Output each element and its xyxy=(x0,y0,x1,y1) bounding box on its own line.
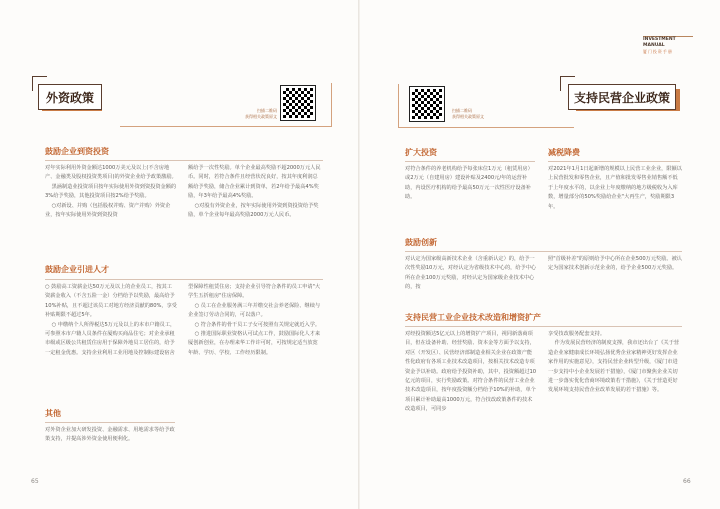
page-number: 66 xyxy=(683,478,691,485)
section-body: 额给予一次性奖励。单个企业最高奖励不超2000万元人民币。同时，若符合条件且经营状况良好，按其年度利润总额给予奖励，储合企业累计到资单，若2年给予最高4%奖励，年3年给予最高4%奖励。 ○对股有外资企业，按年实际使用外资到资投资给予奖励，单个企业每年最高奖励2000万元人民币。 xyxy=(188,165,321,219)
section-divider xyxy=(405,251,682,252)
logo-text: INVESTMENT xyxy=(643,37,676,42)
section-body: 对外资企业加大研发投资、金融需求、用地需求等给予政策支持，并提高涉外资金使用便利化。 xyxy=(45,427,175,443)
section-divider xyxy=(45,279,323,280)
section-heading: 扩大投资 xyxy=(405,148,437,157)
section-body: ○ 鼓励高工资薪金达50万元及以上的企业员工，按其工资薪金收入（不含五险一金）分档给予以奖励，最高给予10%补贴，且不超过该员工对地方经济贡献的80%，享受补贴期限不超过5年。 ○ 申缴纳个人所得税达5万元及以上的本市户籍员工，可参照本市户籍人员条件在厦购买商品住宅；对企业承租市级或区级公共租赁住房用于保障外地员工居住的，给予一定租金优惠。支持企业利用工业用地及控制标建设宿舍 xyxy=(45,284,177,356)
section-body: 对符合条件的养老机构给予每张床位1万元（租赁用房）或2万元（自建用房）建设补贴及2400元/年的运营补助，内设医疗机构的给予最高50万元一次性医疗设备补助。 xyxy=(405,166,533,201)
section-heading: 鼓励企业引进人才 xyxy=(45,265,109,274)
section-divider xyxy=(45,422,175,423)
qr-frame-line xyxy=(398,127,574,128)
section-divider xyxy=(45,160,323,161)
section-heading: 其他 xyxy=(45,409,61,418)
section-divider xyxy=(405,161,535,162)
section-body: 对年实际利用外资金额达1000万美元及以上(不含房地产、金融类及股权投资类项目)的外资企业给予政策激励。 黑涵制造业投资项目按年实际使用外资到资投资金额的3%给予奖励，其他投资项目按2%给予奖励。 ○对新设、并购（包括股权并购、资产并购）外资企业，按年实际使用外资到资投资 xyxy=(45,165,177,219)
qr-frame-line xyxy=(120,126,332,127)
section-body: 照"首级补差"的原则给予中心所在企业500万元奖励。被认定为国家技术创新示范企业的，给予企业500万元奖励。 xyxy=(548,256,682,272)
section-heading: 鼓励企业到资投资 xyxy=(45,147,109,156)
section-divider xyxy=(548,161,680,162)
section-body: 对2021年1月1日起新增的规模以上民营工业企业，限额以上民营批发和零售企业，且产值和批发零售业销售额不低于上年度水平的，以企业上年度缴纳的地方级税收为入库数，增量部分的50%奖励给企业"大再生产，奖励期限3年。 xyxy=(548,166,682,210)
page-title: 外资政策 xyxy=(38,84,102,110)
right-page xyxy=(360,0,720,509)
logo-subtext: 厦 门 投 资 手 册 xyxy=(643,49,672,54)
qr-caption-line: 获得相关政策原文 xyxy=(452,114,484,119)
qr-caption-line: 扫描二维码 xyxy=(452,108,472,113)
logo-text: MANUAL xyxy=(643,43,665,48)
page-number: 65 xyxy=(31,478,39,485)
section-heading: 减税降费 xyxy=(548,148,580,157)
page-title: 支持民营企业政策 xyxy=(568,84,676,110)
qr-code[interactable] xyxy=(410,87,444,121)
section-heading: 鼓励创新 xyxy=(405,238,437,247)
qr-frame-line xyxy=(398,84,399,128)
section-body: 型保障性租赁住房；支持企业引导符合条件的员工申请"大学生五折租房"住房保障。 ○ 员工在企业服务满三年并缴交社会养老保险、继续与企业签订劳动合同的，可以落户。 ○ 符合条件的骨干员工子女可按照有关规定就近入学。 ○ 推进国际职业资格认可试点工作，鼓励国际化人才来厦创新创业，在办理来华工作许可时，可按规定适当放宽年龄、学历、学校、工作经历限制。 xyxy=(188,284,321,356)
section-divider xyxy=(405,326,682,327)
brand-logo xyxy=(643,36,693,54)
qr-caption-line: 获得相关政策原文 xyxy=(245,114,277,119)
qr-caption-line: 扫描二维码 xyxy=(257,108,277,113)
qr-code[interactable] xyxy=(281,86,315,120)
qr-caption xyxy=(233,108,277,120)
qr-caption xyxy=(452,108,484,120)
section-body: 对认定为国家级高新技术企业（含重新认定）的，给予一次性奖励10万元，对经认定为省级技术中心的，给予中心所在企业100万元奖励，对经认定为国家级企业技术中心的，按 xyxy=(405,256,537,291)
section-heading: 支持民营工业企业技术改造和增资扩产 xyxy=(405,313,541,322)
section-body: 对经投资额达5亿元以上的增资扩产项目，视同新落商项目，但在设备补助、经营奖励、资本金等方面予以支持，对区（开发区）、民营经济部制造业相关企业在政策产能性化政府有各项工业技术改造项目，按相关技术改造专项资金予以补助。政府给予投资补助，其中，投资额超过10亿元的项目，实行奖励政策。对符合条件的民营工业企业技术改造项目，按年度投资额分档给予10%的补助，单个项目累计补助最高1000万元，符合技改政策条件的技术改造项目，可同步 xyxy=(405,331,537,413)
qr-frame-line xyxy=(331,83,332,126)
section-body: 享受技改服务配套支持。 作为发展民营经济的制度支撑，我市还出台了《关于营造企业家健康成长环境弘扬优秀企业家精神更好发挥企业家作用的实施意见》，支持民营企业转型升级，《厦门市进一步支持中小企业发展若干措施》，《厦门市聚焦企业关切进一步落实优化营商环境政策若干措施》，《关于营造更好发展环境支持民营企业改革发展的若干措施》等。 xyxy=(548,331,680,394)
